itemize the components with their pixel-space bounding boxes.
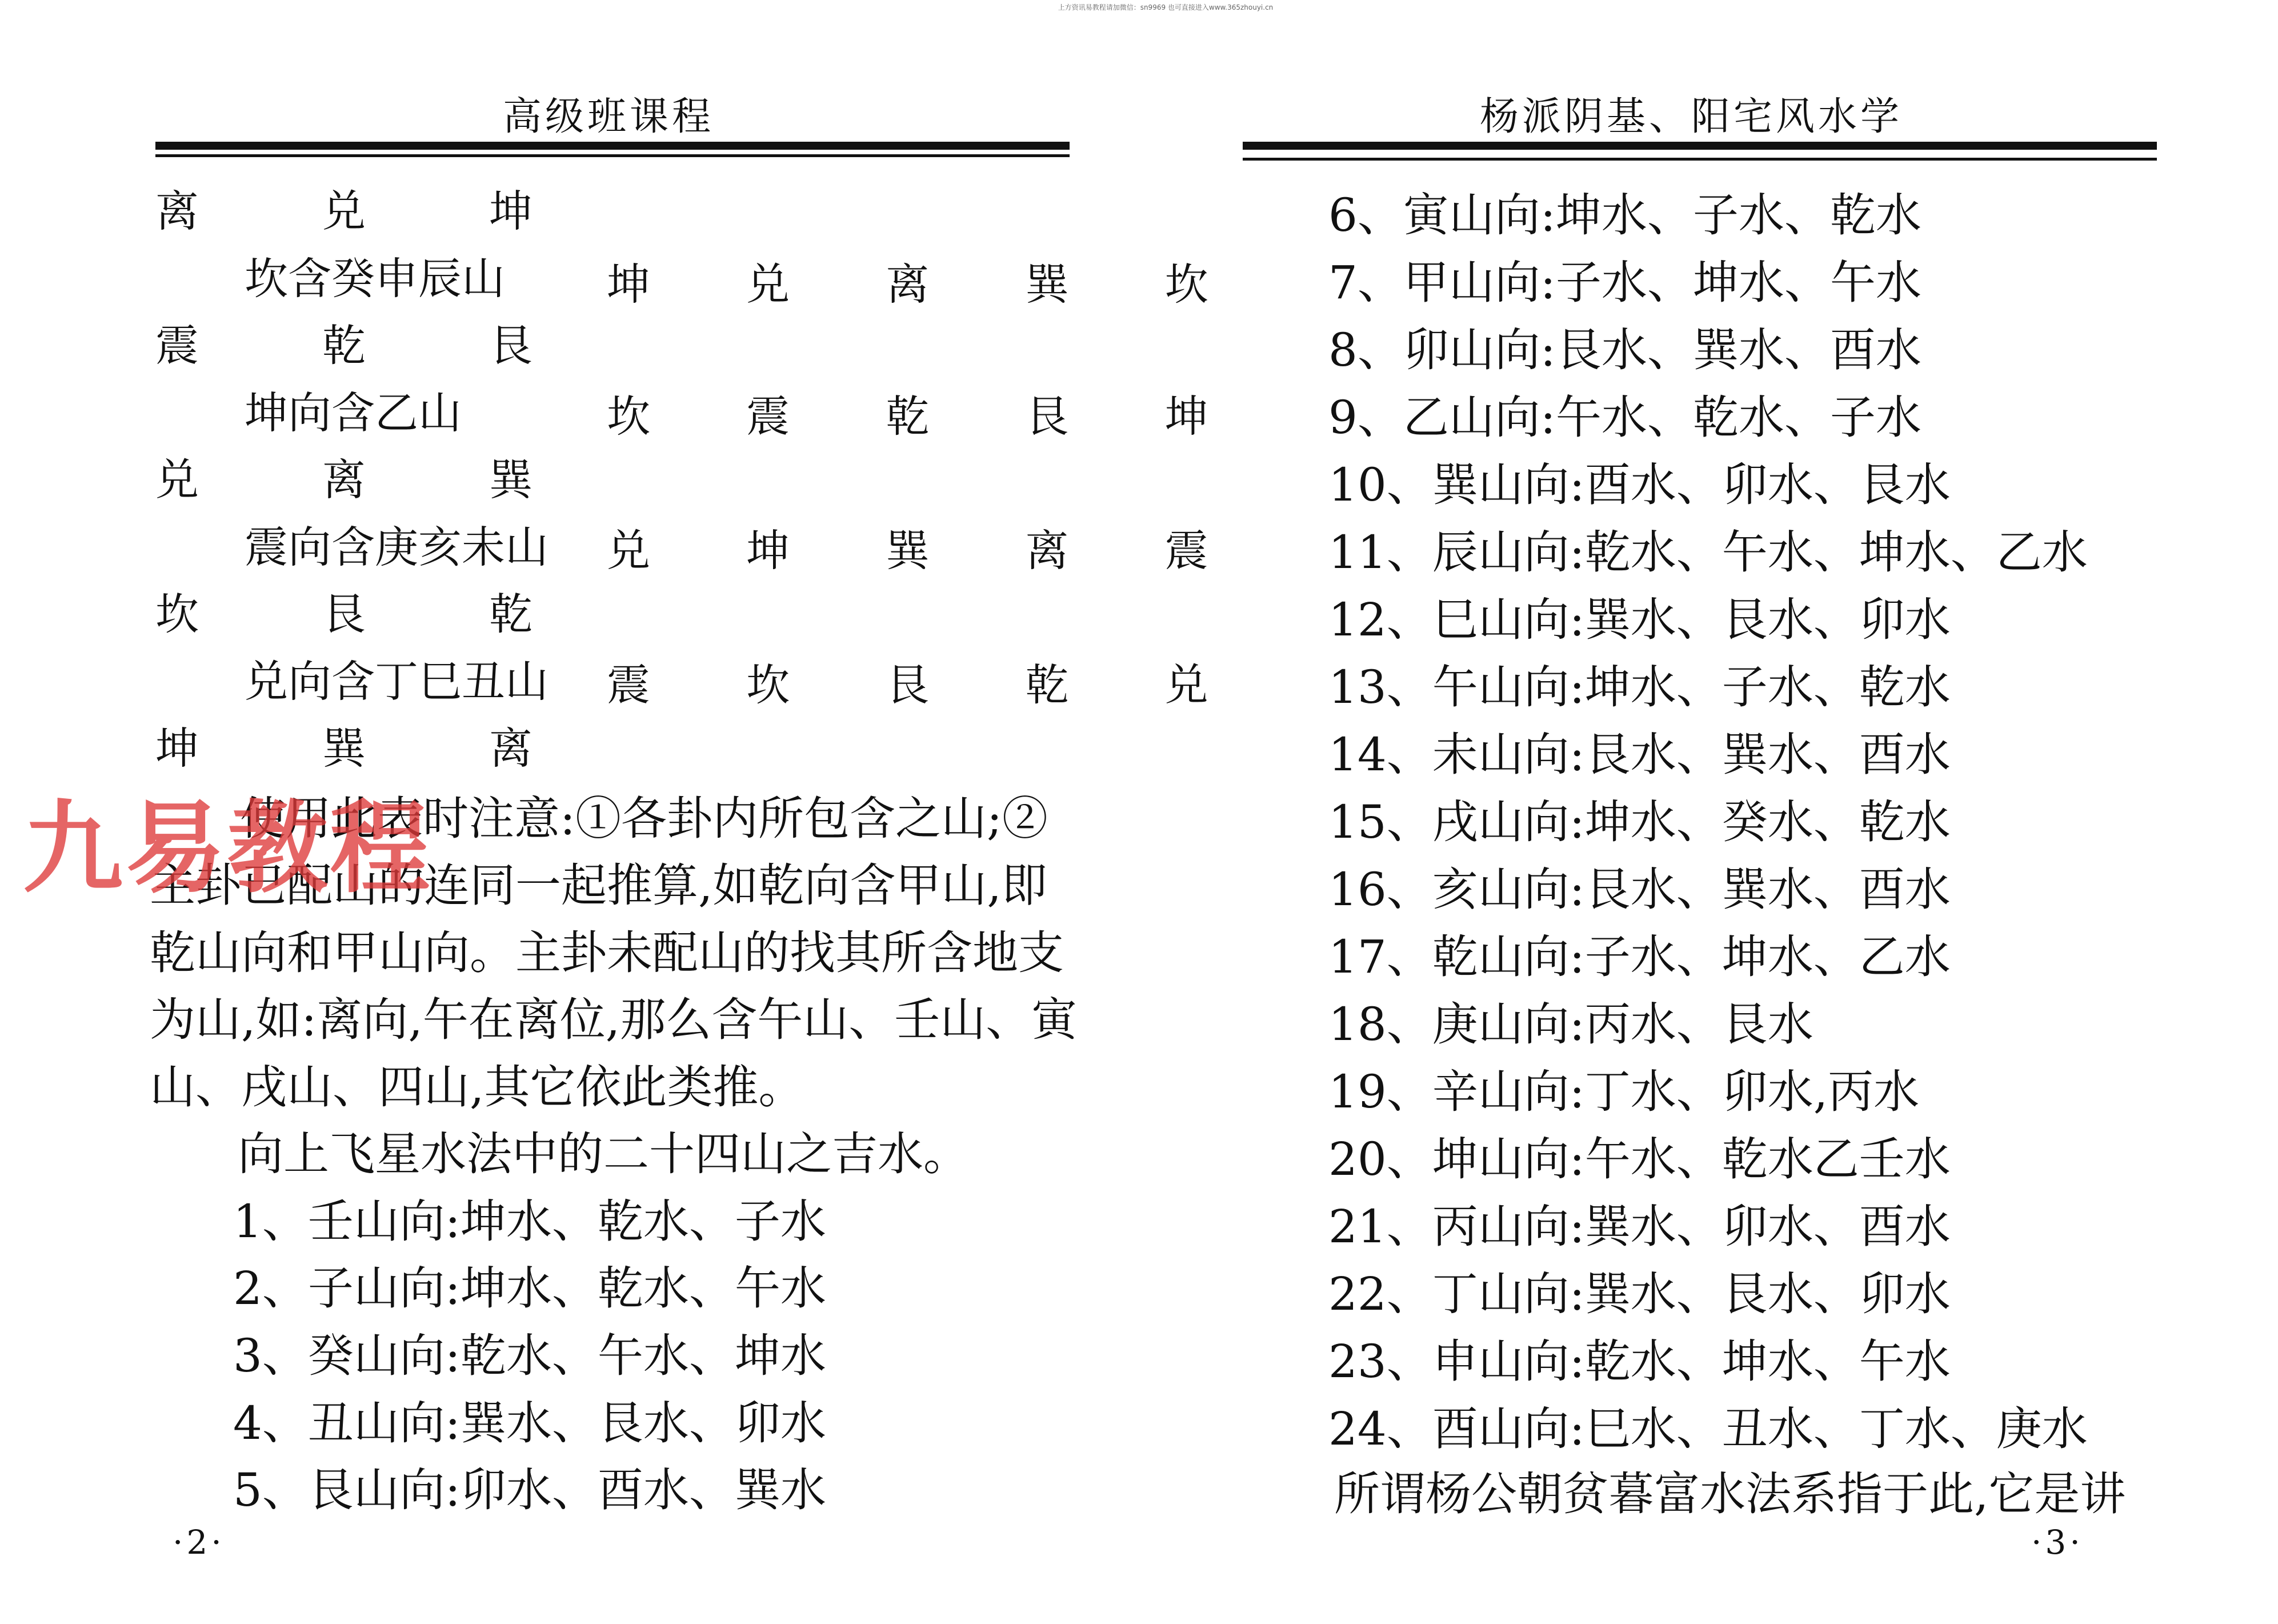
trigram-sequence: 坤 兑 离 巽 坎	[607, 259, 1250, 310]
intro-line: 向上飞星水法中的二十四山之吉水。	[238, 1127, 969, 1181]
shan-item: 3、癸山向:乾水、午水、坤水	[233, 1329, 826, 1382]
shan-item: 21、丙山向:巽水、卯水、酉水	[1328, 1200, 1951, 1253]
shan-item: 6、寅山向:坤水、子水、乾水	[1328, 189, 1921, 242]
paragraph-line: 为山,如:离向,午在离位,那么含午山、壬山、寅	[150, 993, 1078, 1046]
closing-line: 所谓杨公朝贫暮富水法系指于此,它是讲	[1334, 1467, 2126, 1521]
left-header-title: 高级班课程	[503, 94, 715, 139]
shan-item: 10、巽山向:酉水、卯水、艮水	[1328, 458, 1951, 511]
shan-label: 兑向含丁巳丑山	[245, 656, 549, 707]
paragraph-line: 乾山向和甲山向。主卦未配山的找其所含地支	[150, 926, 1064, 979]
shan-label: 坎含癸申辰山	[245, 253, 505, 304]
paragraph-line: 使用此表时注意:①各卦内所包含之山;②	[240, 792, 1048, 845]
shan-item: 1、壬山向:坤水、乾水、子水	[233, 1195, 826, 1248]
left-page-number: ·2·	[173, 1523, 225, 1562]
shan-item: 8、卯山向:艮水、巽水、酉水	[1328, 323, 1921, 377]
right-header-rule-thick	[1243, 142, 2157, 150]
right-header-rule-thin	[1243, 158, 2157, 161]
gua-row: 坤 巽 离	[155, 723, 572, 774]
gua-row: 兑 离 巽	[155, 454, 572, 505]
shan-item: 12、巳山向:巽水、艮水、卯水	[1328, 593, 1951, 646]
shan-item: 4、丑山向:巽水、艮水、卯水	[233, 1397, 826, 1450]
watermark: 九易教程	[23, 791, 432, 907]
gua-row: 离 兑 坤	[155, 186, 572, 237]
right-page-number: ·3·	[2031, 1523, 2084, 1562]
shan-item: 2、子山向:坤水、乾水、午水	[233, 1262, 826, 1315]
shan-item: 7、甲山向:子水、坤水、午水	[1328, 256, 1921, 309]
shan-item: 18、庚山向:丙水、艮水	[1328, 998, 1813, 1051]
shan-item: 19、辛山向:丁水、卯水,丙水	[1328, 1065, 1920, 1118]
shan-item: 11、辰山向:乾水、午水、坤水、乙水	[1328, 526, 2088, 579]
shan-item: 24、酉山向:巳水、丑水、丁水、庚水	[1328, 1402, 2088, 1455]
shan-item: 23、申山向:乾水、坤水、午水	[1328, 1335, 1951, 1388]
shan-label: 震向含庚亥未山	[245, 522, 549, 573]
left-header-rule-thick	[155, 142, 1070, 150]
trigram-sequence: 震 坎 艮 乾 兑	[607, 659, 1250, 710]
right-header-title: 杨派阴基、阳宅风水学	[1480, 94, 1903, 139]
top-note: 上方资讯易教程请加微信：sn9969 也可直接进入www.365zhouyi.cn	[1058, 3, 1274, 11]
shan-item: 15、戌山向:坤水、癸水、乾水	[1328, 795, 1951, 849]
paragraph-line: 山、戌山、四山,其它依此类推。	[150, 1061, 804, 1114]
paragraph-line: 主卦已配山的连同一起推算,如乾向含甲山,即	[150, 859, 1047, 912]
shan-item: 13、午山向:坤水、子水、乾水	[1328, 661, 1951, 714]
left-header-rule-thin	[155, 154, 1070, 157]
shan-item: 9、乙山向:午水、乾水、子水	[1328, 391, 1921, 444]
shan-label: 坤向含乙山	[245, 387, 462, 438]
trigram-sequence: 兑 坤 巽 离 震	[607, 525, 1250, 576]
shan-item: 22、丁山向:巽水、艮水、卯水	[1328, 1267, 1951, 1321]
right-page	[1137, 0, 2278, 1624]
shan-item: 14、未山向:艮水、巽水、酉水	[1328, 728, 1951, 781]
shan-item: 5、艮山向:卯水、酉水、巽水	[233, 1463, 826, 1517]
trigram-sequence: 坎 震 乾 艮 坤	[607, 391, 1250, 442]
shan-item: 17、乾山向:子水、坤水、乙水	[1328, 930, 1951, 983]
gua-row: 坎 艮 乾	[155, 589, 572, 639]
shan-item: 16、亥山向:艮水、巽水、酉水	[1328, 863, 1951, 916]
shan-item: 20、坤山向:午水、乾水乙壬水	[1328, 1133, 1951, 1186]
gua-row: 震 乾 艮	[155, 320, 572, 371]
